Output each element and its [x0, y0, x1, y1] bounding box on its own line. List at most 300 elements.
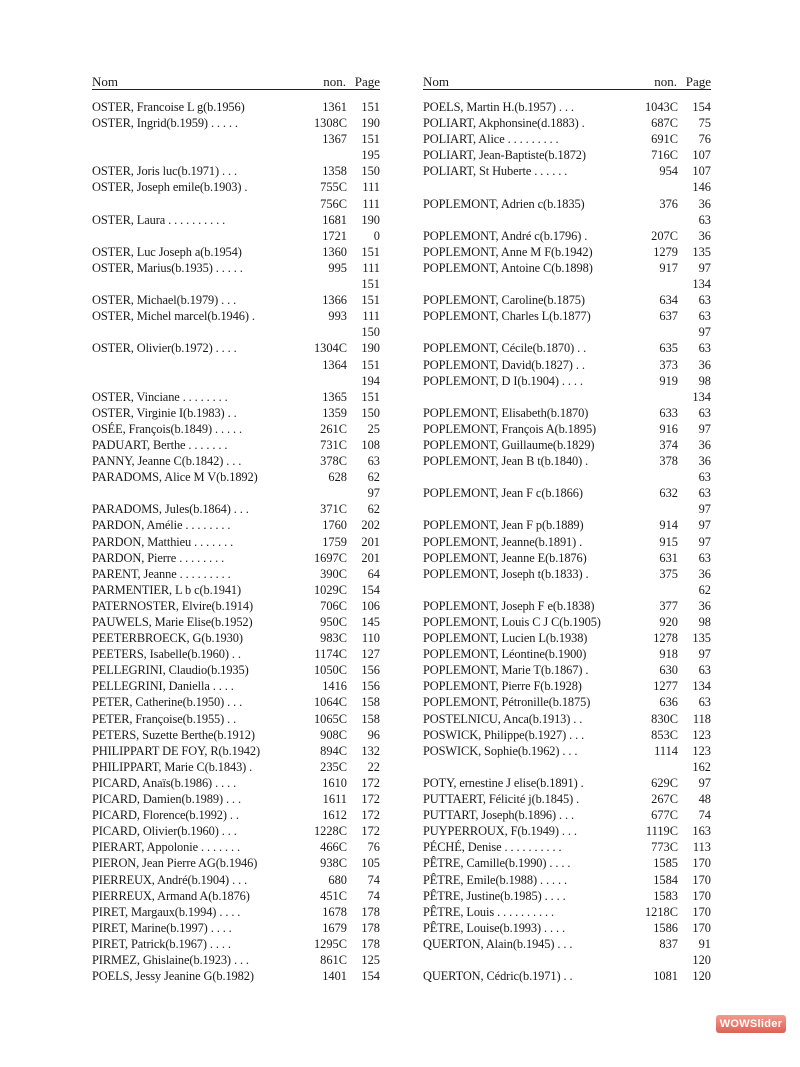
index-entry — [423, 212, 711, 228]
entry-page: 150 — [361, 325, 380, 340]
entry-name: PIRMEZ, Ghislaine(b.1923) . . . — [92, 952, 249, 967]
index-entry — [423, 598, 711, 614]
index-entry — [92, 260, 380, 276]
entry-page: 158 — [361, 711, 380, 726]
entry-page: 120 — [692, 969, 711, 984]
entry-num: 706C — [320, 598, 347, 613]
entry-num: 377 — [659, 598, 678, 613]
index-entry — [423, 260, 711, 276]
entry-num: 954 — [659, 164, 678, 179]
entry-page: 76 — [367, 840, 380, 855]
entry-page: 150 — [361, 164, 380, 179]
header-name: Nom — [92, 74, 118, 89]
entry-page: 172 — [361, 775, 380, 790]
entry-name: PEETERBROECK, G(b.1930) — [92, 631, 243, 646]
index-entry — [423, 823, 711, 839]
entry-name: POPLEMONT, Marie T(b.1867) . — [423, 663, 589, 678]
entry-page: 25 — [367, 421, 380, 436]
entry-num: 636 — [659, 695, 678, 710]
entry-name: POPLEMONT, Adrien c(b.1835) — [423, 196, 585, 211]
entry-num: 853C — [651, 727, 678, 742]
entry-num: 629C — [651, 775, 678, 790]
entry-page: 135 — [692, 244, 711, 259]
entry-page: 48 — [698, 792, 711, 807]
entry-page: 107 — [692, 148, 711, 163]
index-entry — [92, 566, 380, 582]
entry-num: 1611 — [322, 792, 347, 807]
entry-page: 190 — [361, 116, 380, 131]
header-page: Page — [685, 74, 711, 89]
entry-name: PÊTRE, Justine(b.1985) . . . . — [423, 888, 566, 903]
entry-num: 451C — [320, 888, 347, 903]
entry-num: 390C — [320, 566, 347, 581]
entry-name: PADUART, Berthe . . . . . . . — [92, 437, 228, 452]
entry-page: 111 — [362, 260, 380, 275]
index-entry — [423, 566, 711, 582]
entry-num: 687C — [651, 116, 678, 131]
entry-page: 107 — [692, 164, 711, 179]
entry-page: 151 — [361, 277, 380, 292]
entry-page: 170 — [692, 872, 711, 887]
index-entry — [423, 196, 711, 212]
entry-name: POLIART, Jean-Baptiste(b.1872) — [423, 148, 586, 163]
entry-num: 1174C — [314, 647, 347, 662]
index-entry — [92, 485, 380, 501]
index-entry — [423, 501, 711, 517]
entry-name: PUTTAERT, Félicité j(b.1845) . — [423, 792, 580, 807]
entry-name: POPLEMONT, Joseph F e(b.1838) — [423, 598, 595, 613]
entry-page: 22 — [367, 759, 380, 774]
index-entry — [92, 920, 380, 936]
entry-page: 170 — [692, 888, 711, 903]
entry-page: 201 — [361, 550, 380, 565]
index-entry — [423, 759, 711, 775]
entry-name: PICARD, Damien(b.1989) . . . — [92, 792, 241, 807]
entry-name: PÊTRE, Louise(b.1993) . . . . — [423, 920, 565, 935]
entry-page: 96 — [367, 727, 380, 742]
entry-page: 63 — [698, 309, 711, 324]
entry-name: PARDON, Matthieu . . . . . . . — [92, 534, 234, 549]
entry-page: 172 — [361, 792, 380, 807]
entry-name: QUERTON, Alain(b.1945) . . . — [423, 936, 573, 951]
entry-page: 97 — [698, 325, 711, 340]
entry-name: PARDON, Pierre . . . . . . . . — [92, 550, 225, 565]
entry-name: OSTER, Vinciane . . . . . . . . — [92, 389, 228, 404]
entry-page: 156 — [361, 679, 380, 694]
entry-num: 677C — [651, 808, 678, 823]
index-entry — [92, 936, 380, 952]
entry-page: 63 — [698, 470, 711, 485]
index-entry — [423, 694, 711, 710]
index-entry — [92, 340, 380, 356]
entry-page: 118 — [692, 711, 711, 726]
entry-name: PEETERS, Isabelle(b.1960) . . — [92, 647, 241, 662]
entry-name: PIRET, Patrick(b.1967) . . . . — [92, 936, 231, 951]
entry-name: PARADOMS, Alice M V(b.1892) — [92, 470, 258, 485]
entry-name: POPLEMONT, Jean F c(b.1866) — [423, 486, 583, 501]
entry-page: 75 — [698, 116, 711, 131]
entry-name: QUERTON, Cédric(b.1971) . . — [423, 969, 573, 984]
index-entry — [92, 662, 380, 678]
header-number: non. — [654, 74, 677, 89]
index-entry — [92, 839, 380, 855]
index-entry — [423, 775, 711, 791]
index-entry — [92, 517, 380, 533]
entry-num: 756C — [320, 196, 347, 211]
index-entry — [423, 920, 711, 936]
entry-num: 1583 — [653, 888, 678, 903]
index-entry — [92, 212, 380, 228]
entry-page: 63 — [698, 212, 711, 227]
watermark-logo[interactable]: WOWSlider — [716, 1015, 786, 1033]
entry-num: 920 — [659, 615, 678, 629]
entry-page: 195 — [361, 148, 380, 163]
entry-page: 190 — [361, 212, 380, 227]
entry-num: 830C — [651, 711, 678, 726]
entry-page: 36 — [698, 566, 711, 581]
entry-num: 1277 — [653, 679, 678, 694]
entry-name: POPLEMONT, Anne M F(b.1942) — [423, 244, 593, 259]
entry-page: 97 — [698, 647, 711, 662]
index-entry — [92, 727, 380, 743]
index-entry — [92, 534, 380, 550]
index-entry — [92, 276, 380, 292]
entry-page: 162 — [692, 759, 711, 774]
entry-name: PÊTRE, Louis . . . . . . . . . . — [423, 904, 555, 919]
entry-name: POTY, ernestine J elise(b.1891) . — [423, 775, 584, 790]
index-entry — [423, 936, 711, 952]
entry-name: PARDON, Amélie . . . . . . . . — [92, 518, 231, 533]
index-entry — [92, 292, 380, 308]
entry-num: 1416 — [322, 679, 347, 694]
entry-name: OSTER, Joris luc(b.1971) . . . — [92, 164, 237, 179]
column-header — [423, 72, 711, 90]
entry-name: PUYPERROUX, F(b.1949) . . . — [423, 824, 577, 839]
index-entry — [423, 99, 711, 115]
index-entry — [423, 711, 711, 727]
entry-num: 983C — [320, 631, 347, 646]
entry-num: 378C — [320, 454, 347, 469]
index-entry — [423, 807, 711, 823]
entry-page: 36 — [698, 437, 711, 452]
index-entry — [92, 357, 380, 373]
entry-name: PIRET, Marine(b.1997) . . . . — [92, 920, 232, 935]
entry-page: 150 — [361, 405, 380, 420]
entry-num: 1029C — [313, 582, 347, 597]
index-entry — [423, 389, 711, 405]
index-entry — [92, 759, 380, 775]
entry-num: 1584 — [653, 872, 678, 887]
entry-name: PARMENTIER, L b c(b.1941) — [92, 582, 242, 597]
entry-page: 63 — [698, 341, 711, 356]
index-entry — [92, 630, 380, 646]
entry-num: 918 — [659, 647, 678, 662]
entry-name: OSTER, Francoise L g(b.1956) — [92, 100, 245, 114]
entry-num: 1612 — [322, 808, 347, 823]
entry-page: 190 — [361, 341, 380, 356]
entry-page: 76 — [698, 132, 711, 147]
entry-name: OSTER, Luc Joseph a(b.1954) — [92, 244, 242, 259]
entry-num: 917 — [659, 260, 678, 275]
entry-name: PETER, Françoise(b.1955) . . — [92, 711, 237, 726]
entry-num: 908C — [320, 727, 347, 742]
entry-page: 63 — [698, 293, 711, 308]
entry-page: 134 — [692, 679, 711, 694]
entry-name: PÊTRE, Emile(b.1988) . . . . . — [423, 872, 567, 887]
entry-page: 36 — [698, 228, 711, 243]
column-header — [92, 72, 380, 90]
entry-page: 134 — [692, 277, 711, 292]
header-number: non. — [323, 74, 346, 89]
index-entry — [423, 115, 711, 131]
index-entry — [423, 405, 711, 421]
entry-num: 1119C — [645, 824, 678, 839]
entry-name: POPLEMONT, Jean B t(b.1840) . — [423, 454, 589, 469]
index-entry — [92, 904, 380, 920]
entry-name: PUTTART, Joseph(b.1896) . . . — [423, 808, 575, 823]
entry-page: 170 — [692, 904, 711, 919]
entry-page: 151 — [361, 293, 380, 308]
entry-num: 919 — [659, 373, 678, 388]
entry-page: 154 — [361, 582, 380, 597]
index-entry — [92, 147, 380, 163]
entry-name: POPLEMONT, Elisabeth(b.1870) — [423, 405, 589, 420]
entry-page: 36 — [698, 196, 711, 211]
entry-num: 837 — [659, 936, 678, 951]
entry-num: 373 — [659, 357, 678, 372]
header-name: Nom — [423, 74, 449, 89]
entry-num: 633 — [659, 405, 678, 420]
entry-num: 914 — [659, 518, 678, 533]
entry-num: 261C — [320, 421, 347, 436]
entry-page: 63 — [698, 663, 711, 678]
entry-num: 1366 — [322, 293, 347, 308]
index-entry — [423, 340, 711, 356]
entry-num: 1359 — [322, 405, 347, 420]
entry-num: 235C — [320, 759, 347, 774]
index-entry — [423, 952, 711, 968]
entry-page: 156 — [361, 663, 380, 678]
entry-num: 938C — [320, 856, 347, 871]
entry-num: 1081 — [653, 969, 678, 984]
index-entry — [423, 678, 711, 694]
entry-name: POPLEMONT, Joseph t(b.1833) . — [423, 566, 589, 581]
index-entry — [92, 646, 380, 662]
index-entry — [423, 179, 711, 195]
entry-page: 106 — [361, 598, 380, 613]
index-entry — [423, 727, 711, 743]
entry-page: 98 — [698, 615, 711, 629]
entry-page: 123 — [692, 727, 711, 742]
entry-page: 97 — [698, 518, 711, 533]
entry-name: PETERS, Suzette Berthe(b.1912) — [92, 727, 255, 742]
entry-num: 1308C — [313, 116, 347, 131]
index-column-right — [423, 72, 711, 984]
entry-name: POLIART, Akphonsine(d.1883) . — [423, 116, 585, 131]
entry-num: 1759 — [322, 534, 347, 549]
index-entry — [423, 839, 711, 855]
entry-page: 151 — [361, 132, 380, 147]
entry-name: PATERNOSTER, Elvire(b.1914) — [92, 598, 254, 613]
entry-page: 172 — [361, 824, 380, 839]
index-entry — [92, 373, 380, 389]
entry-num: 1278 — [653, 631, 678, 646]
entry-name: POSTELNICU, Anca(b.1913) . . — [423, 711, 583, 726]
index-entry — [92, 163, 380, 179]
entry-num: 1678 — [322, 904, 347, 919]
entry-page: 158 — [361, 695, 380, 710]
entry-name: POPLEMONT, Jeanne(b.1891) . — [423, 534, 583, 549]
entry-name: PIRET, Margaux(b.1994) . . . . — [92, 904, 241, 919]
entry-name: OSÉE, François(b.1849) . . . . . — [92, 421, 242, 436]
entry-num: 634 — [659, 293, 678, 308]
index-entry — [92, 179, 380, 195]
entry-num: 628 — [328, 470, 347, 485]
entry-num: 1304C — [313, 341, 347, 356]
entry-page: 36 — [698, 357, 711, 372]
entry-page: 172 — [361, 808, 380, 823]
entry-page: 0 — [373, 228, 380, 243]
index-entry — [92, 453, 380, 469]
index-column-left — [92, 72, 380, 984]
entry-name: POPLEMONT, Caroline(b.1875) — [423, 293, 585, 308]
entry-name: POPLEMONT, François A(b.1895) — [423, 421, 597, 436]
entry-name: POPLEMONT, Guillaume(b.1829) — [423, 437, 595, 452]
entry-num: 915 — [659, 534, 678, 549]
index-entry — [423, 469, 711, 485]
entry-num: 1360 — [322, 244, 347, 259]
entry-page: 154 — [692, 100, 711, 114]
index-entry — [92, 678, 380, 694]
entry-name: POPLEMONT, Charles L(b.1877) — [423, 309, 591, 324]
entry-page: 97 — [367, 486, 380, 501]
entry-name: POSWICK, Philippe(b.1927) . . . — [423, 727, 585, 742]
entry-page: 113 — [692, 840, 711, 855]
index-entry — [423, 437, 711, 453]
index-entry — [92, 389, 380, 405]
entry-num: 680 — [328, 872, 347, 887]
index-entry — [92, 196, 380, 212]
entry-page: 111 — [362, 180, 380, 195]
entry-num: 374 — [659, 437, 678, 452]
entry-num: 1218C — [644, 904, 678, 919]
entry-name: POSWICK, Sophie(b.1962) . . . — [423, 743, 578, 758]
entry-name: POPLEMONT, Léontine(b.1900) — [423, 647, 587, 662]
entry-page: 151 — [361, 100, 380, 114]
entry-page: 98 — [698, 373, 711, 388]
entry-num: 1064C — [313, 695, 347, 710]
entry-page: 111 — [362, 196, 380, 211]
index-entry — [92, 614, 380, 630]
entry-page: 125 — [361, 952, 380, 967]
entry-page: 123 — [692, 743, 711, 758]
index-entry — [92, 598, 380, 614]
entry-num: 1586 — [653, 920, 678, 935]
entry-name: POPLEMONT, Jean F p(b.1889) — [423, 518, 584, 533]
entry-name: PICARD, Anaïs(b.1986) . . . . — [92, 775, 237, 790]
entry-page: 120 — [692, 952, 711, 967]
index-entry — [423, 646, 711, 662]
index-entry — [423, 630, 711, 646]
index-entry — [423, 244, 711, 260]
index-entry — [92, 324, 380, 340]
entry-num: 207C — [651, 228, 678, 243]
index-entry — [92, 807, 380, 823]
index-entry — [92, 582, 380, 598]
index-entry — [92, 308, 380, 324]
index-entry — [423, 485, 711, 501]
index-entry — [92, 711, 380, 727]
entry-name: POELS, Martin H.(b.1957) . . . — [423, 100, 574, 114]
entry-page: 151 — [361, 244, 380, 259]
entry-name: PÉCHÉ, Denise . . . . . . . . . . — [423, 840, 562, 855]
entry-name: OSTER, Virginie I(b.1983) . . — [92, 405, 237, 420]
entry-name: PICARD, Olivier(b.1960) . . . — [92, 824, 237, 839]
entry-page: 63 — [367, 454, 380, 469]
entry-page: 111 — [362, 309, 380, 324]
entry-name: OSTER, Michael(b.1979) . . . — [92, 293, 237, 308]
index-entry — [92, 968, 380, 984]
entry-name: POPLEMONT, David(b.1827) . . — [423, 357, 585, 372]
entry-num: 1679 — [322, 920, 347, 935]
entry-name: POPLEMONT, Pierre F(b.1928) — [423, 679, 582, 694]
entry-page: 64 — [367, 566, 380, 581]
entry-num: 1050C — [313, 663, 347, 678]
entry-name: PELLEGRINI, Daniella . . . . — [92, 679, 234, 694]
entry-page: 170 — [692, 920, 711, 935]
entry-page: 178 — [361, 904, 380, 919]
entry-page: 36 — [698, 598, 711, 613]
entry-name: POPLEMONT, Cécile(b.1870) . . — [423, 341, 587, 356]
entry-num: 1043C — [644, 100, 678, 114]
entry-num: 1585 — [653, 856, 678, 871]
index-entry — [423, 888, 711, 904]
entry-name: PÊTRE, Camille(b.1990) . . . . — [423, 856, 571, 871]
entry-name: POPLEMONT, Jeanne E(b.1876) — [423, 550, 587, 565]
index-entry — [92, 775, 380, 791]
index-entry — [423, 292, 711, 308]
entry-name: POPLEMONT, Louis C J C(b.1905) — [423, 615, 601, 629]
entry-page: 178 — [361, 920, 380, 935]
entry-num: 1361 — [322, 100, 347, 114]
index-entry — [423, 968, 711, 984]
index-entry — [423, 904, 711, 920]
index-entry — [423, 147, 711, 163]
entry-page: 36 — [698, 454, 711, 469]
entry-num: 632 — [659, 486, 678, 501]
entry-page: 170 — [692, 856, 711, 871]
entry-page: 194 — [361, 373, 380, 388]
index-entry — [423, 582, 711, 598]
index-entry — [92, 791, 380, 807]
index-entry — [92, 694, 380, 710]
entry-num: 637 — [659, 309, 678, 324]
entry-name: PELLEGRINI, Claudio(b.1935) — [92, 663, 249, 678]
entry-page: 201 — [361, 534, 380, 549]
entry-name: POPLEMONT, Pétronille(b.1875) — [423, 695, 591, 710]
index-rows-left — [92, 99, 380, 984]
entry-name: PHILIPPART DE FOY, R(b.1942) — [92, 743, 261, 758]
entry-page: 151 — [361, 357, 380, 372]
entry-page: 97 — [698, 260, 711, 275]
entry-page: 74 — [698, 808, 711, 823]
entry-name: PANNY, Jeanne C(b.1842) . . . — [92, 454, 242, 469]
entry-name: PIERREUX, André(b.1904) . . . — [92, 872, 248, 887]
entry-name: POLIART, St Huberte . . . . . . — [423, 164, 568, 179]
index-entry — [423, 276, 711, 292]
entry-num: 950C — [320, 615, 347, 629]
index-entry — [92, 872, 380, 888]
